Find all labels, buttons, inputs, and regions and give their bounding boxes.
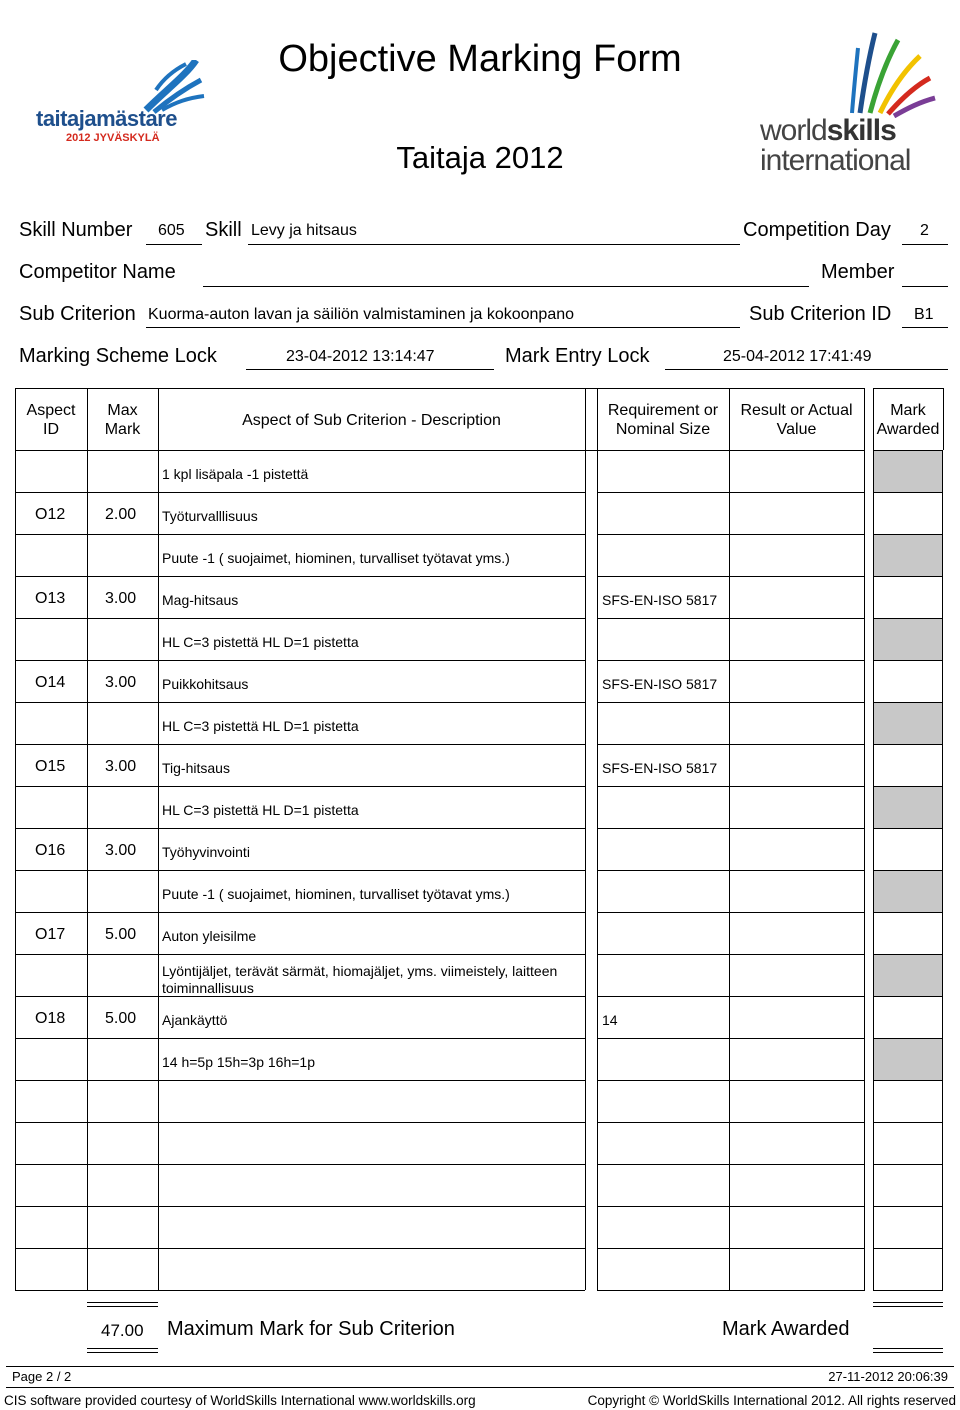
row-separator [15,996,585,997]
skill-number-value: 605 [158,222,185,239]
competitor-name-underline [203,286,809,287]
worldskills-logo-text2: international [760,144,911,177]
row-separator [15,576,585,577]
row-separator [15,954,585,955]
col-header-result-line1: Result or Actual [740,402,853,419]
marking-scheme-lock-label: Marking Scheme Lock [19,345,217,367]
requirement-value: SFS-EN-ISO 5817 [602,760,718,776]
row-separator-right [597,828,865,829]
requirement-value: SFS-EN-ISO 5817 [602,676,718,692]
sub-criterion-id-value: B1 [914,306,934,323]
table-bottom-border [15,1290,585,1291]
marking-scheme-lock-value: 23-04-2012 13:14:47 [286,348,435,365]
row-separator-right [597,744,865,745]
aspect-description: Puute -1 ( suojaimet, hiominen, turvalliset työtavat yms.) [162,550,510,566]
aspect-id: O14 [35,674,66,691]
aspect-description: Mag-hitsaus [162,592,239,608]
table-top-border [15,388,865,389]
col-header-max-mark-line1: Max [107,402,138,419]
aspect-description: Ajankäyttö [162,1012,228,1028]
row-separator [15,1122,585,1123]
aspect-description: Työhyvinvointi [162,844,250,860]
worldskills-logo-skills: skills [826,114,896,147]
mark-awarded-cell[interactable] [873,744,943,787]
mark-entry-lock-underline [665,369,948,370]
row-separator [15,786,585,787]
row-separator-right [597,996,865,997]
row-separator-right [597,912,865,913]
col-header-aspect-id-line2: ID [43,421,59,438]
col-header-mark-awarded-line2: Awarded [876,421,940,438]
mark-awarded-cell-disabled [873,702,943,745]
taitaja-logo-subtext: 2012 JYVÄSKYLÄ [66,132,160,144]
mark-awarded-label: Mark Awarded [722,1318,850,1340]
row-separator-right [597,576,865,577]
skill-label: Skill [205,219,242,241]
aspect-id: O16 [35,842,66,859]
aspect-description: 14 h=5p 15h=3p 16h=1p [162,1054,315,1070]
table-col-line-5 [729,388,730,1290]
mark-awarded-cell-disabled [873,786,943,829]
row-separator-right [597,534,865,535]
aspect-description-cont: toiminnallisuus [162,980,254,996]
col-header-aspect-id [15,401,87,439]
mark-awarded-cell-disabled [873,618,943,661]
row-separator [15,660,585,661]
max-mark-label: Maximum Mark for Sub Criterion [167,1318,455,1340]
max-mark: 5.00 [105,926,137,943]
competition-day-label: Competition Day [743,219,891,241]
table-col-line-3 [585,388,586,1290]
row-separator-right [597,786,865,787]
skill-value: Levy ja hitsaus [251,222,357,239]
total-top-rule [87,1302,158,1307]
requirement-value: SFS-EN-ISO 5817 [602,592,718,608]
col-header-requirement [597,401,729,439]
marking-scheme-lock-underline [246,369,494,370]
max-mark: 2.00 [105,506,137,523]
aspect-description: Lyöntijäljet, terävät särmät, hiomajäljet, yms. viimeistely, laitteen [162,963,558,979]
row-separator [15,1164,585,1165]
total-bottom-rule [87,1348,158,1353]
mark-awarded-cell[interactable] [873,660,943,703]
row-separator [15,534,585,535]
row-separator [15,912,585,913]
row-separator [15,1038,585,1039]
taitaja-logo-text: taitajamästare [36,106,177,131]
max-mark: 3.00 [105,758,137,775]
aspect-id: O15 [35,758,66,775]
col-header-mark-awarded [873,401,943,439]
mark-entry-lock-value: 25-04-2012 17:41:49 [723,348,872,365]
mark-awarded-cell-disabled [873,954,943,997]
max-mark: 3.00 [105,590,137,607]
aspect-description: Tig-hitsaus [162,760,230,776]
max-mark: 5.00 [105,1010,137,1027]
table-col-line-6 [864,388,865,1290]
aspect-id: O13 [35,590,66,607]
total-max-mark: 47.00 [101,1321,144,1340]
col-header-max-mark-line2: Mark [104,421,141,438]
requirement-value: 14 [602,1012,618,1028]
mark-awarded-cell[interactable] [873,828,943,871]
row-separator [15,744,585,745]
row-separator-right [597,1122,865,1123]
mark-awarded-cell[interactable] [873,996,943,1039]
skill-underline [248,244,740,245]
mark-awarded-cell-disabled [873,870,943,913]
credits-text: CIS software provided courtesy of WorldSkills International www.worldskills.org [4,1393,476,1408]
aspect-description: HL C=3 pistettä HL D=1 pistetta [162,802,359,818]
row-separator-right [597,1080,865,1081]
max-mark: 3.00 [105,674,137,691]
member-label: Member [821,261,895,283]
row-separator [15,1248,585,1249]
mark-awarded-cell[interactable] [873,1080,943,1123]
sub-criterion-value: Kuorma-auton lavan ja säiliön valmistaminen ja kokoonpano [148,306,575,323]
event-subtitle: Taitaja 2012 [396,140,564,175]
skill-number-underline [146,244,202,245]
page-number: Page 2 / 2 [12,1369,72,1384]
page-footer-box [6,1366,954,1388]
row-separator-right [597,870,865,871]
row-separator [15,870,585,871]
mark-awarded-cell-disabled [873,534,943,577]
aspect-description: Puikkohitsaus [162,676,249,692]
sub-criterion-id-underline [902,327,948,328]
table-col-line-2 [158,388,159,1290]
aspect-description: Työturvalllisuus [162,508,258,524]
row-separator-right [597,954,865,955]
awarded-bottom-rule [873,1348,943,1353]
mark-col-right [943,388,944,450]
row-separator-right [597,1038,865,1039]
worldskills-logo-world: world [760,114,827,147]
aspect-id: O18 [35,1010,66,1027]
table-col-line-1 [87,388,88,1290]
row-separator [15,618,585,619]
col-header-requirement-line2: Nominal Size [615,421,711,438]
mark-awarded-cell[interactable] [873,1122,943,1165]
sub-criterion-label: Sub Criterion [19,303,136,325]
row-separator [15,702,585,703]
mark-col-top [873,388,943,389]
sub-criterion-underline [146,327,740,328]
awarded-top-rule [873,1302,943,1307]
table-bottom-border-right [597,1290,865,1291]
row-separator-right [597,618,865,619]
col-header-mark-awarded-line1: Mark [890,402,926,419]
row-separator-right [597,1164,865,1165]
table-col-line-4 [597,388,598,1290]
aspect-id: O17 [35,926,66,943]
col-header-max-mark [87,401,158,439]
row-separator [15,492,585,493]
table-col-line-0 [15,388,16,1290]
mark-entry-lock-label: Mark Entry Lock [505,345,650,367]
row-separator-right [597,492,865,493]
row-separator-right [597,1248,865,1249]
competition-day-value: 2 [920,222,929,239]
aspect-description: Puute -1 ( suojaimet, hiominen, turvalliset työtavat yms.) [162,886,510,902]
row-separator-right [597,660,865,661]
max-mark: 3.00 [105,842,137,859]
mark-awarded-cell-disabled [873,450,943,493]
aspect-description: HL C=3 pistettä HL D=1 pistetta [162,634,359,650]
copyright-text: Copyright © WorldSkills International 2012. All rights reserved [587,1393,956,1408]
mark-awarded-cell[interactable] [873,576,943,619]
row-separator-right [597,1206,865,1207]
row-separator [15,1080,585,1081]
aspect-description: 1 kpl lisäpala -1 pistettä [162,466,309,482]
mark-awarded-cell[interactable] [873,1206,943,1249]
aspect-description: Auton yleisilme [162,928,257,944]
row-separator [15,828,585,829]
table-header-bottom [15,450,865,451]
skill-number-label: Skill Number [19,219,133,241]
mark-awarded-cell[interactable] [873,1248,943,1291]
printed-timestamp: 27-11-2012 20:06:39 [828,1369,948,1384]
competition-day-underline [902,244,948,245]
col-header-result-line2: Value [776,421,817,438]
row-separator-right [597,702,865,703]
member-underline [902,286,948,287]
sub-criterion-id-label: Sub Criterion ID [749,303,892,325]
page-title: Objective Marking Form [278,38,682,80]
aspect-id: O12 [35,506,66,523]
aspect-description: HL C=3 pistettä HL D=1 pistetta [162,718,359,734]
mark-awarded-cell[interactable] [873,492,943,535]
mark-awarded-cell[interactable] [873,1164,943,1207]
mark-awarded-cell[interactable] [873,912,943,955]
mark-awarded-cell-disabled [873,1038,943,1081]
col-header-requirement-line1: Requirement or [607,402,719,419]
col-header-result [729,401,864,439]
col-header-description: Aspect of Sub Criterion - Description [242,412,501,429]
competitor-name-label: Competitor Name [19,261,176,283]
col-header-aspect-id-line1: Aspect [26,402,76,419]
row-separator [15,1206,585,1207]
